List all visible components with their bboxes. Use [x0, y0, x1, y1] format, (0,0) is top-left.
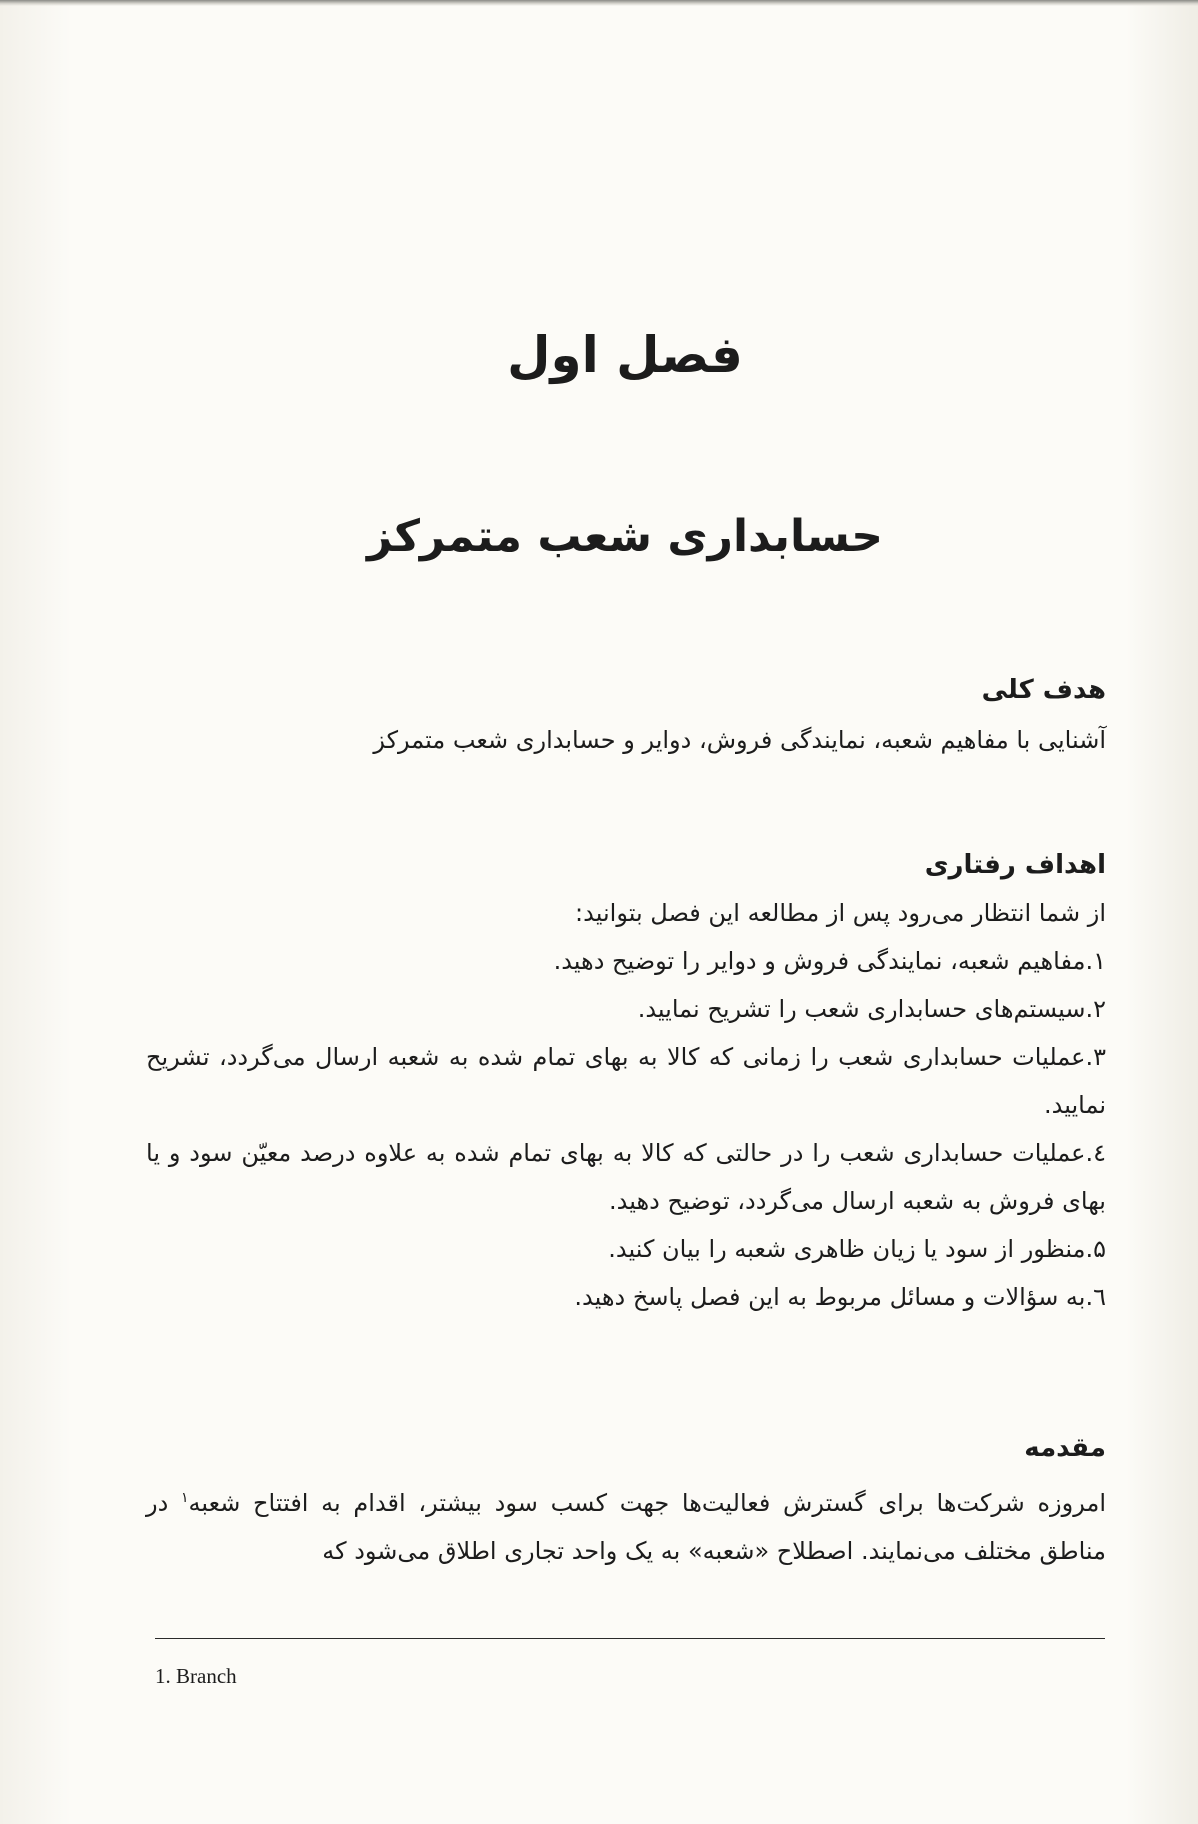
footnote: 1. Branch — [155, 1664, 237, 1688]
general-goal-text: آشنایی با مفاهیم شعبه، نمایندگی فروش، دوایر و حسابداری شعب متمرکز — [373, 726, 1106, 754]
behavioral-goals-section — [146, 845, 1106, 1321]
chapter-number: فصل اول — [507, 326, 743, 384]
introduction-section — [146, 1428, 1106, 1575]
page-top-edge — [0, 0, 1198, 6]
chapter-title: حسابداری شعب متمرکز — [366, 511, 884, 562]
list-item: ۲.سیستم‌های حسابداری شعب را تشریح نمایید. — [637, 995, 1106, 1023]
introduction-heading: مقدمه — [1024, 1433, 1106, 1463]
behavioral-goals-intro: از شما انتظار می‌رود پس از مطالعه این فصل بتوانید: — [575, 899, 1106, 927]
footnote-divider — [155, 1638, 1105, 1639]
list-item: ۳.عملیات حسابداری شعب را زمانی که کالا به بهای تمام شده به شعبه ارسال می‌گردد، تشریح نمایید. — [146, 1043, 1106, 1119]
behavioral-goals-heading: اهداف رفتاری — [924, 850, 1106, 880]
list-item: ۵.منظور از سود یا زیان ظاهری شعبه را بیان کنید. — [608, 1235, 1106, 1263]
introduction-text-part2: در مناطق مختلف می‌نمایند. اصطلاح «شعبه» به یک واحد تجاری اطلاق می‌شود که — [146, 1489, 1106, 1565]
list-item: ٤.عملیات حسابداری شعب را در حالتی که کالا به بهای تمام شده به علاوه درصد معیّن سود و یا بهای فروش به شعبه ارسال می‌گردد، توضیح دهید. — [146, 1139, 1106, 1215]
list-item: ۱.مفاهیم شعبه، نمایندگی فروش و دوایر را توضیح دهید. — [553, 947, 1106, 975]
general-goal-section — [146, 670, 1106, 764]
introduction-text-part1: امروزه شرکت‌ها برای گسترش فعالیت‌ها جهت کسب سود بیشتر، اقدام به افتتاح شعبه — [188, 1489, 1107, 1517]
list-item: ٦.به سؤالات و مسائل مربوط به این فصل پاسخ دهید. — [574, 1283, 1106, 1311]
footnote-marker: ۱ — [181, 1490, 189, 1506]
introduction-text — [146, 1474, 1106, 1575]
general-goal-heading: هدف کلی — [981, 675, 1106, 705]
